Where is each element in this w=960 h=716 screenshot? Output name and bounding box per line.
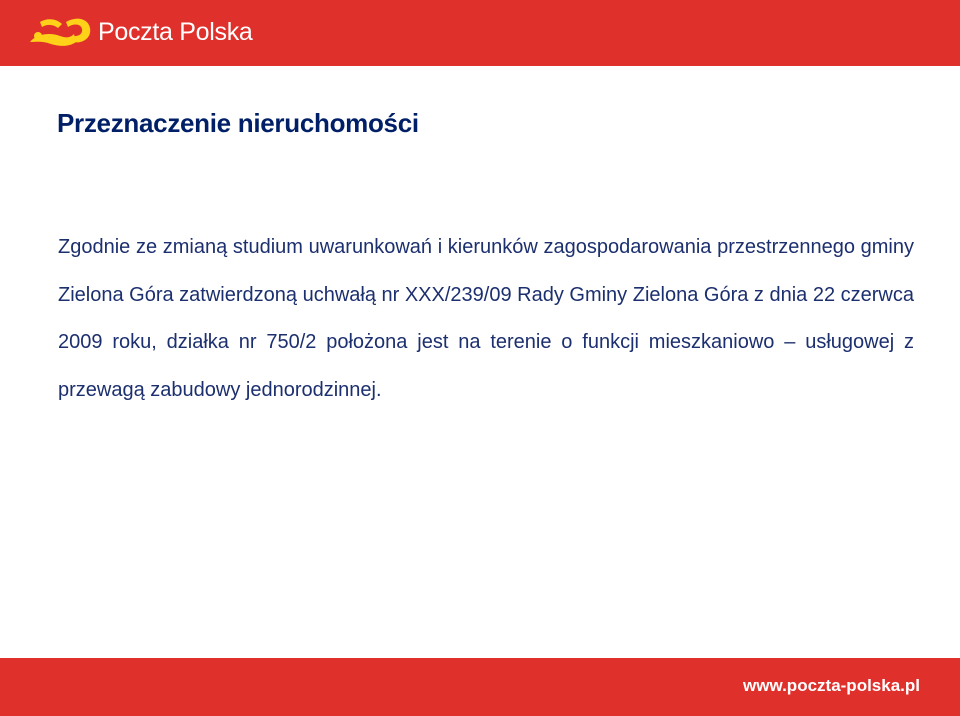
brand-name: Poczta Polska — [98, 18, 253, 46]
poczta-polska-logo-icon — [26, 12, 94, 54]
slide-body-text: Zgodnie ze zmianą studium uwarunkowań i kierunków zagospodarowania przestrzennego gminy Zielona Góra zatwierdzoną uchwałą nr XXX/239/09 Rady Gminy Zielona Góra z dnia 22 czerwca 2009 roku, działka nr 750/2 położona jest na terenie o funkcji mieszkaniowo – usługowej z przewagą zabudowy jednorodzinnej. — [58, 236, 914, 401]
header-band — [0, 0, 960, 66]
slide-title: Przeznaczenie nieruchomości — [57, 108, 419, 138]
footer-band — [0, 658, 960, 716]
footer-website-link[interactable]: www.poczta-polska.pl — [743, 676, 920, 695]
